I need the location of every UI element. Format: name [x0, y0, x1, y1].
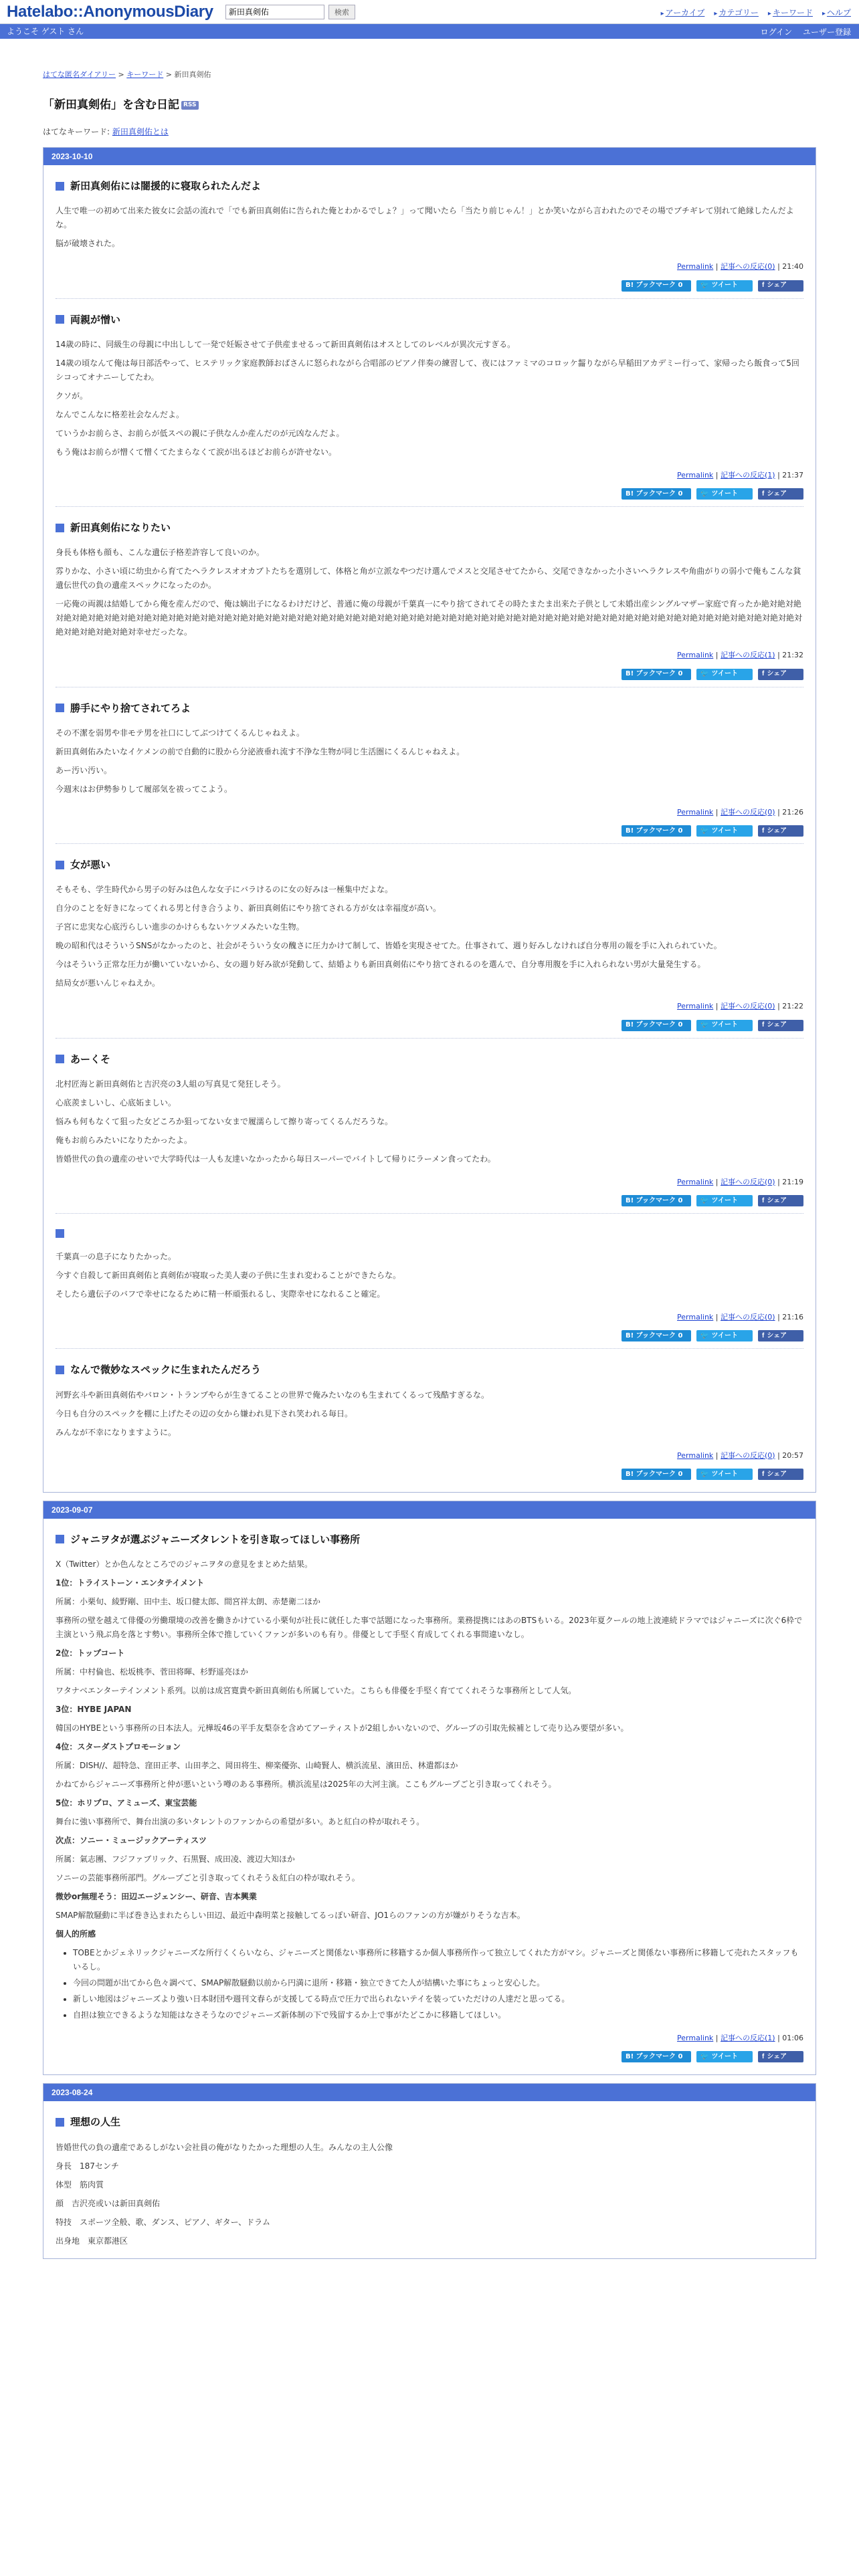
entry-paragraph: 自分のことを好きになってくれる男と付き合うより、新田真剣佑にやり捨てされる方が女は幸福度が高い。: [56, 903, 442, 914]
day-section: [43, 147, 816, 1493]
hatena-bookmark-button[interactable]: B! ブックマーク 0: [622, 488, 691, 500]
entry-paragraph: 今日も自分のスペックを棚に上げたその辺の女から嫌われ見下され笑われる毎日。: [56, 1408, 353, 1418]
entry-body: [56, 726, 803, 796]
entry-meta: Permalink | 記事への反応(0) | 21:40: [677, 262, 803, 272]
bird-icon: 🐦: [700, 282, 709, 290]
breadcrumb-current: 新田真剣佑: [174, 70, 211, 79]
tweet-button[interactable]: 🐦 ツイート: [696, 1330, 753, 1341]
entry-section-heading: 個人的所感: [56, 1929, 96, 1939]
bird-icon: 🐦: [700, 490, 709, 498]
comments-link[interactable]: 記事への反応(0): [721, 1177, 775, 1186]
nav-category[interactable]: カテゴリー: [719, 8, 759, 17]
page-title: 「新田真剣佑」を含む日記 RSS: [43, 96, 816, 116]
entry-body: [56, 1077, 803, 1166]
arrow-icon: ▸: [714, 10, 718, 17]
entry: [43, 844, 816, 1039]
entry-section-heading: 3位：HYBE JAPAN: [56, 1705, 132, 1714]
day-date[interactable]: 2023-08-24: [43, 2084, 816, 2101]
user-bar: [0, 24, 859, 39]
main-content: [0, 68, 859, 2259]
entry-paragraph: SMAP解散騒動に半ば巻き込まれたらしい田辺、最近中森明菜と接触してるっぽい研音、JO1らのファンの方が嫌がりそうな吉本。: [56, 1911, 525, 1920]
entry-time: 21:19: [782, 1177, 803, 1186]
register-link[interactable]: ユーザー登録: [802, 27, 851, 37]
facebook-share-button[interactable]: f シェア: [758, 1330, 803, 1341]
entry-time: 21:22: [782, 1002, 803, 1011]
permalink-link[interactable]: Permalink: [677, 1002, 714, 1011]
entry-title[interactable]: あーくそ: [56, 1051, 803, 1068]
entry-time: 01:06: [782, 2034, 803, 2042]
entry-list: [73, 1946, 803, 2022]
entry-paragraph: 悩みも何もなくて狙った女どころか狙ってない女まで履濡らして擦り寄ってくるんだろうな。: [56, 1116, 393, 1126]
entry-paragraph: 俺もお前らみたいになりたかったよ。: [56, 1135, 193, 1145]
square-bullet-icon: [56, 315, 64, 324]
tweet-button[interactable]: 🐦 ツイート: [696, 280, 753, 292]
entry-body: [56, 2141, 803, 2248]
site-header: [0, 0, 859, 24]
breadcrumb-home[interactable]: はてな匿名ダイアリー: [43, 70, 116, 79]
comments-link[interactable]: 記事への反応(1): [721, 2034, 775, 2042]
entry-paragraph: ワタナベエンターテインメント系列。以前は成宮寛貴や新田真剣佑も所属していた。こちらも俳優を手堅く育ててくれそうな事務所として人気。: [56, 1686, 577, 1695]
entry-paragraph: 心底羨ましいし、心底妬ましい。: [56, 1097, 177, 1107]
entry-paragraph: 14歳の時に、同級生の母親に中出しして一発で妊娠させて子供産ませるって新田真剣佑はオスとしてのレベルが異次元すぎる。: [56, 339, 516, 349]
facebook-share-button[interactable]: f シェア: [758, 488, 803, 500]
entry-body: [56, 1558, 803, 2022]
facebook-icon: f: [762, 1332, 765, 1339]
entry: [43, 1519, 816, 2063]
square-bullet-icon: [56, 1535, 64, 1543]
entry: [43, 687, 816, 845]
share-buttons: [56, 2051, 803, 2062]
hatena-bookmark-button[interactable]: B! ブックマーク 0: [622, 669, 691, 680]
entry-paragraph: みんなが不幸になりますように。: [56, 1427, 177, 1437]
nav-keyword[interactable]: キーワード: [772, 8, 813, 17]
list-item: • 今回の問題が出てから色々調べて、SMAP解散騒動以前から円満に退所・移籍・独立できてた人が結構いた事にちょっと安心した。: [73, 1976, 803, 1990]
entry-paragraph: 脳が破壊された。: [56, 239, 120, 249]
entry-paragraph: 新田真剣佑みたいなイケメンの前で自動的に股から分泌液垂れ流す不浄な生物が同じ生活圏にくるんじゃねえよ。: [56, 746, 465, 756]
bird-icon: 🐦: [700, 1021, 709, 1029]
entry-section-heading: 5位：ホリプロ、アミューズ、東宝芸能: [56, 1798, 197, 1808]
tweet-button[interactable]: 🐦 ツイート: [696, 1020, 753, 1031]
day-date[interactable]: 2023-09-07: [43, 1501, 816, 1519]
entry-time: 21:16: [782, 1313, 803, 1321]
entry-title[interactable]: [56, 1226, 803, 1241]
share-buttons: [56, 669, 803, 680]
entry-paragraph: そもそも、学生時代から男子の好みは色んな女子にバラけるのに女の好みは一極集中だよな。: [56, 885, 393, 895]
tweet-button[interactable]: 🐦 ツイート: [696, 1195, 753, 1206]
search-form: [225, 5, 355, 19]
permalink-link[interactable]: Permalink: [677, 2034, 714, 2042]
entry-body: [56, 338, 803, 459]
entry-time: 21:40: [782, 262, 803, 272]
login-link[interactable]: ログイン: [760, 27, 792, 37]
facebook-icon: f: [762, 827, 765, 835]
bird-icon: 🐦: [700, 1196, 709, 1204]
permalink-link[interactable]: Permalink: [677, 262, 714, 272]
entry: [43, 299, 816, 508]
square-bullet-icon: [56, 704, 64, 712]
entry-paragraph: 出身地 東京都港区: [56, 2236, 128, 2246]
permalink-link[interactable]: Permalink: [677, 1177, 714, 1186]
share-buttons: [56, 1469, 803, 1480]
entry-meta: Permalink | 記事への反応(0) | 21:26: [677, 807, 803, 817]
hatena-bookmark-button[interactable]: B! ブックマーク 0: [622, 1195, 691, 1206]
square-bullet-icon: [56, 182, 64, 191]
entry-paragraph: 晩の昭和代はそういうSNSがなかったのと、社会がそういう女の醜さに圧力かけて制して、皆婚を実現させてた。仕事されて、週り好みしなければ自分専用の報を手に入れられていた。: [56, 941, 722, 951]
entry-paragraph: なんでこんなに格差社会なんだよ。: [56, 409, 185, 419]
entry-title[interactable]: 新田真剣佑には闇援的に寝取られたんだよ: [56, 177, 803, 195]
entry-title[interactable]: 理想の人生: [56, 2113, 803, 2131]
facebook-share-button[interactable]: f シェア: [758, 1020, 803, 1031]
tweet-button[interactable]: 🐦 ツイート: [696, 825, 753, 837]
facebook-share-button[interactable]: f シェア: [758, 825, 803, 837]
entry-body: [56, 1388, 803, 1440]
entry-paragraph: 子宮に忠実な心底汚らしい進歩のかけらもないケツメみたいな生物。: [56, 922, 304, 932]
entry: [43, 1039, 816, 1214]
entry-title[interactable]: 女が悪い: [56, 856, 803, 873]
entry-time: 20:57: [782, 1451, 803, 1460]
diary-days: [43, 147, 816, 2259]
entry-paragraph: 韓国のHYBEという事務所の日本法人。元樺坂46の平手友梨奈を含めてアーティストが2組しかいないので、グループの引取先候補として売り込み要望が多い。: [56, 1723, 629, 1733]
entry-paragraph: 所属：DISH//、超特急、窪田正孝、山田孝之、岡田将生、柳楽優弥、山崎賢人、横浜流星、濱田岳、林遣都ほか: [56, 1761, 458, 1770]
entry-body: [56, 1250, 803, 1301]
entry-paragraph: 結局女が悪いんじゃねえか。: [56, 978, 161, 988]
entry-paragraph: 今はそういう正常な圧力が働いていないから、女の週り好み欲が発動して、結婚よりも新田真剣佑にやり捨てされるのを選んで、自分専用腹を手に入れられない男が大量発生する。: [56, 960, 706, 970]
arrow-icon: ▸: [767, 10, 771, 17]
tweet-button[interactable]: 🐦 ツイート: [696, 488, 753, 500]
rss-icon[interactable]: RSS: [181, 101, 199, 110]
entry-paragraph: 北村匠海と新田真剣佑と吉沢亮の3人組の写真見て発狂しそう。: [56, 1079, 286, 1089]
list-item: • TOBEとかジェネリックジャニーズな所行くくらいなら、ジャニーズと関係ない事務所に移籍するか個人事務所作って独立してくれた方がマシ。ジャニーズと関係ない事務所に移籍して売れたスタッフもいるし。: [73, 1946, 803, 1974]
comments-link[interactable]: 記事への反応(1): [721, 470, 775, 479]
entry-paragraph: 今週末はお伊勢参りして履部気を祓ってこよう。: [56, 784, 233, 794]
hatena-bookmark-button[interactable]: B! ブックマーク 0: [622, 825, 691, 837]
entry-paragraph: 皆婚世代の負の遺産のせいで大学時代は一人も友達いなかったから毎日スーパーでバイトして帰りにラーメン食ってたわ。: [56, 1154, 496, 1164]
entry-paragraph: 事務所の壁を越えて俳優の労働環境の改善を働きかけている小栗旬が社長に就任した事で話題になった事務所。業務提携にはあのBTSもいる。2023年夏クールの地上波連続ドラマではジャニーズに次ぐ6枠で主演という飛ぶ鳥を落とす勢い。事務所全体で推していくファンが多いのも有り。俳優として手堅く育成してくれる事間違いなし。: [56, 1616, 803, 1639]
entry-meta: Permalink | 記事への反応(0) | 21:22: [677, 1002, 803, 1011]
entry: [43, 165, 816, 299]
share-buttons: [56, 280, 803, 292]
entry-paragraph: 特技 スポーツ全般、歌、ダンス、ピアノ、ギター、ドラム: [56, 2217, 271, 2227]
entry-body: [56, 204, 803, 251]
hatena-bookmark-button[interactable]: B! ブックマーク 0: [622, 1020, 691, 1031]
entry-title[interactable]: 新田真剣佑になりたい: [56, 519, 803, 536]
entry-paragraph: クソが。: [56, 391, 88, 401]
square-bullet-icon: [56, 1055, 64, 1063]
permalink-link[interactable]: Permalink: [677, 470, 714, 479]
entry-paragraph: 体型 筋肉質: [56, 2179, 104, 2189]
top-nav: [661, 6, 851, 20]
keyword-line: はてなキーワード: 新田真剣佑とは: [43, 127, 169, 136]
entry-paragraph: ていうかお前らさ、お前らが低スペの親に子供なんか産んだのが元凶なんだよ。: [56, 428, 345, 438]
tweet-button[interactable]: 🐦 ツイート: [696, 669, 753, 680]
tweet-button[interactable]: 🐦 ツイート: [696, 1469, 753, 1480]
permalink-link[interactable]: Permalink: [677, 1313, 714, 1321]
entry-meta: Permalink | 記事への反応(0) | 21:19: [677, 1177, 803, 1186]
share-buttons: [56, 1195, 803, 1206]
entry-paragraph: 14歳の頃なんて俺は毎日部活やって、ヒステリック家庭教師おばさんに怒られながら合唱部のピアノ伴奏の練習して、夜にはファミマのコロッケ齧りながら早稲田アカデミー行って、家帰ったら飯食って5回シコってオナニーしてたわ。: [56, 358, 799, 382]
hatena-bookmark-button[interactable]: B! ブックマーク 0: [622, 1330, 691, 1341]
list-item: • 新しい地図はジャニーズより強い日本財団や週刊文春らが支援してる時点で圧力で出られないテイを装っていただけの人達だと思ってる。: [73, 1992, 803, 2006]
facebook-icon: f: [762, 490, 765, 498]
entry-title[interactable]: 両親が憎い: [56, 311, 803, 328]
entry-title[interactable]: なんで微妙なスペックに生まれたんだろう: [56, 1361, 803, 1378]
square-bullet-icon: [56, 524, 64, 532]
entry-paragraph: 雰りかな、小さい頃に幼虫から育てたヘラクレスオオカブトたちを選別して、体格と角が立派なやつだけ選んでメスと交尾させてたから、交尾できなかった小さいヘラクレスや角曲がりの弱小で俺もこんな貧遺伝世代の負の遺産スペックになったのか。: [56, 566, 801, 591]
nav-archive[interactable]: アーカイブ: [665, 8, 705, 17]
entry-paragraph: 皆婚世代の負の遺産であるしがない会社員の俺がなりたかった理想の人生。みんなの主人公像: [56, 2142, 393, 2152]
entry-meta: Permalink | 記事への反応(1) | 21:32: [677, 651, 803, 660]
entry-paragraph: かねてからジャニーズ事務所と仲が悪いという噂のある事務所。横浜流星は2025年の大河主演。ここもグループごと引き取ってくれそう。: [56, 1780, 557, 1789]
permalink-link[interactable]: Permalink: [677, 651, 714, 660]
entry-meta: Permalink | 記事への反応(0) | 21:16: [677, 1313, 803, 1321]
entry-section-heading: 1位：トライストーン・エンタテイメント: [56, 1578, 205, 1588]
entry-paragraph: 今すぐ自殺して新田真剣佑と真剣佑が寝取った美人妻の子供に生まれ変わることができたらな。: [56, 1271, 401, 1280]
entry-section-heading: 2位：トップコート: [56, 1648, 125, 1658]
facebook-icon: f: [762, 670, 765, 678]
entry-meta: Permalink | 記事への反応(1) | 21:37: [677, 470, 803, 479]
search-input[interactable]: [225, 5, 324, 19]
entry-time: 21:32: [782, 651, 803, 660]
entry-paragraph: ソニーの芸能事務所部門。グループごと引き取ってくれそう＆紅白の枠が取れそう。: [56, 1873, 360, 1883]
facebook-icon: f: [762, 1196, 765, 1204]
comments-link[interactable]: 記事への反応(0): [721, 1451, 775, 1460]
entry-section-heading: 次点：ソニー・ミュージックアーティスツ: [56, 1836, 207, 1845]
entry: [43, 1349, 816, 1480]
day-section: [43, 2083, 816, 2258]
breadcrumb: はてな匿名ダイアリー > キーワード > 新田真剣佑: [43, 70, 211, 79]
entry-body: [56, 883, 803, 990]
arrow-icon: ▸: [660, 10, 664, 17]
entry-paragraph: 舞台に強い事務所で、舞台出演の多いタレントのファンからの希望が多い。あと紅白の枠が取れそう。: [56, 1817, 425, 1826]
share-buttons: [56, 1020, 803, 1031]
entry-meta: Permalink | 記事への反応(0) | 20:57: [677, 1451, 803, 1460]
entry-paragraph: 人生で唯一の初めて出来た彼女に会話の流れで「でも新田真剣佑に告られた俺とわかるでしょ？」って聞いたら「当たり前じゃん！」とか笑いながら言われたのでその場でブチギレて別れて絶縁したんだよな。: [56, 206, 794, 230]
facebook-share-button[interactable]: f シェア: [758, 1469, 803, 1480]
entry-paragraph: そしたら遺伝子のバフで幸せになるために精一杯頑張れるし、実際幸せになれること確定。: [56, 1289, 385, 1299]
bird-icon: 🐦: [700, 2053, 709, 2060]
permalink-link[interactable]: Permalink: [677, 1451, 714, 1460]
day-date[interactable]: 2023-10-10: [43, 148, 816, 165]
welcome-text: ようこそ ゲスト さん: [7, 26, 84, 36]
facebook-icon: f: [762, 282, 765, 290]
bird-icon: 🐦: [700, 827, 709, 835]
comments-link[interactable]: 記事への反応(1): [721, 651, 775, 660]
entry: [43, 2101, 816, 2248]
hatena-bookmark-button[interactable]: B! ブックマーク 0: [622, 1469, 691, 1480]
comments-link[interactable]: 記事への反応(0): [721, 1002, 775, 1011]
comments-link[interactable]: 記事への反応(0): [721, 262, 775, 272]
facebook-icon: f: [762, 2053, 765, 2060]
entry-paragraph: その不潔を弱男や非モテ男を社口にしてぶつけてくるんじゃねえよ。: [56, 728, 305, 738]
permalink-link[interactable]: Permalink: [677, 807, 714, 817]
entry-paragraph: 所属：氣志團、フジファブリック、石黒賢、成田凌、渡辺大知ほか: [56, 1854, 295, 1864]
entry-meta: Permalink | 記事への反応(1) | 01:06: [677, 2034, 803, 2042]
keyword-link[interactable]: 新田真剣佑とは: [112, 127, 169, 136]
share-buttons: [56, 825, 803, 837]
entry-paragraph: もう俺はお前らが憎くて憎くてたまらなくて涙が出るほどお前らが許せない。: [56, 447, 337, 457]
square-bullet-icon: [56, 861, 64, 869]
entry-paragraph: 身長 187センチ: [56, 2161, 119, 2171]
facebook-share-button[interactable]: f シェア: [758, 669, 803, 680]
search-button[interactable]: 検索: [328, 5, 355, 19]
entry-paragraph: あー汚い汚い。: [56, 765, 112, 775]
entry-paragraph: X（Twitter）とか色んなところでのジャニヲタの意見をまとめた結果。: [56, 1560, 312, 1569]
bird-icon: 🐦: [700, 670, 709, 678]
share-buttons: [56, 488, 803, 500]
entry: [43, 1214, 816, 1349]
entry-paragraph: 身長も体格も顔も、こんな遺伝子格差許容して良いのか。: [56, 548, 265, 558]
facebook-share-button[interactable]: f シェア: [758, 1195, 803, 1206]
hatena-bookmark-button[interactable]: B! ブックマーク 0: [622, 2051, 691, 2062]
entry-time: 21:26: [782, 807, 803, 817]
entry-paragraph: 所属：中村倫也、松坂桃李、菅田将暉、杉野遥亮ほか: [56, 1667, 249, 1677]
bird-icon: 🐦: [700, 1332, 709, 1339]
share-buttons: [56, 1330, 803, 1341]
entry-time: 21:37: [782, 470, 803, 479]
list-item: • 自担は独立できるような知能はなさそうなのでジャニーズ新体制の下で残留するか上で事がたどこかに移籍してほしい。: [73, 2008, 803, 2022]
square-bullet-icon: [56, 2118, 64, 2127]
hatena-bookmark-button[interactable]: B! ブックマーク 0: [622, 280, 691, 292]
entry: [43, 507, 816, 687]
entry-section-heading: 微妙or無理そう：田辺エージェンシー、研音、吉本興業: [56, 1892, 257, 1901]
entry-paragraph: 一応俺の両親は結婚してから俺を産んだので、俺は嫡出子になるわけだけど、普通に俺の母親が千葉真一にやり捨てされてその時たまたま出来た子供として未婚出産シングルマザー家庭で育ったか絶対絶対絶対絶対絶対絶対絶対絶対絶対絶対絶対絶対絶対絶対絶対絶対絶対絶対絶対絶対絶対絶対絶対絶対絶対絶対絶対絶対絶対絶対絶対絶対絶対絶対絶対絶対絶対絶対絶対絶対絶対絶対絶対絶対絶対絶対絶対絶対絶対絶対絶対絶対絶対絶対幸せだったな。: [56, 599, 803, 637]
facebook-share-button[interactable]: f シェア: [758, 280, 803, 292]
entry-paragraph: 河野玄斗や新田真剣佑やバロン・トランプやらが生きてることの世界で俺みたいなのも生まれてくるって残酷すぎるな。: [56, 1390, 490, 1400]
comments-link[interactable]: 記事への反応(0): [721, 1313, 775, 1321]
facebook-share-button[interactable]: f シェア: [758, 2051, 803, 2062]
bird-icon: 🐦: [700, 1470, 709, 1478]
comments-link[interactable]: 記事への反応(0): [721, 807, 775, 817]
square-bullet-icon: [56, 1229, 64, 1238]
entry-title[interactable]: 勝手にやり捨てされてろよ: [56, 700, 803, 717]
entry-paragraph: 所属：小栗旬、綾野剛、田中圭、坂口健太郎、間宮祥太朗、赤楚衛二ほか: [56, 1597, 321, 1606]
entry-body: [56, 546, 803, 639]
arrow-icon: ▸: [822, 10, 826, 17]
facebook-icon: f: [762, 1470, 765, 1478]
entry-title[interactable]: ジャニヲタが選ぶジャニーズタレントを引き取ってほしい事務所: [56, 1531, 803, 1548]
entry-paragraph: 顔 吉沢亮或いは新田真剣佑: [56, 2198, 161, 2208]
facebook-icon: f: [762, 1021, 765, 1029]
entry-paragraph: 千葉真一の息子になりたかった。: [56, 1252, 177, 1261]
nav-help[interactable]: ヘルプ: [826, 8, 851, 17]
square-bullet-icon: [56, 1366, 64, 1374]
entry-section-heading: 4位：スターダストプロモーション: [56, 1742, 181, 1751]
site-logo[interactable]: Hatelabo::AnonymousDiary: [7, 2, 213, 21]
day-section: [43, 1501, 816, 2076]
tweet-button[interactable]: 🐦 ツイート: [696, 2051, 753, 2062]
breadcrumb-keyword[interactable]: キーワード: [126, 70, 164, 79]
